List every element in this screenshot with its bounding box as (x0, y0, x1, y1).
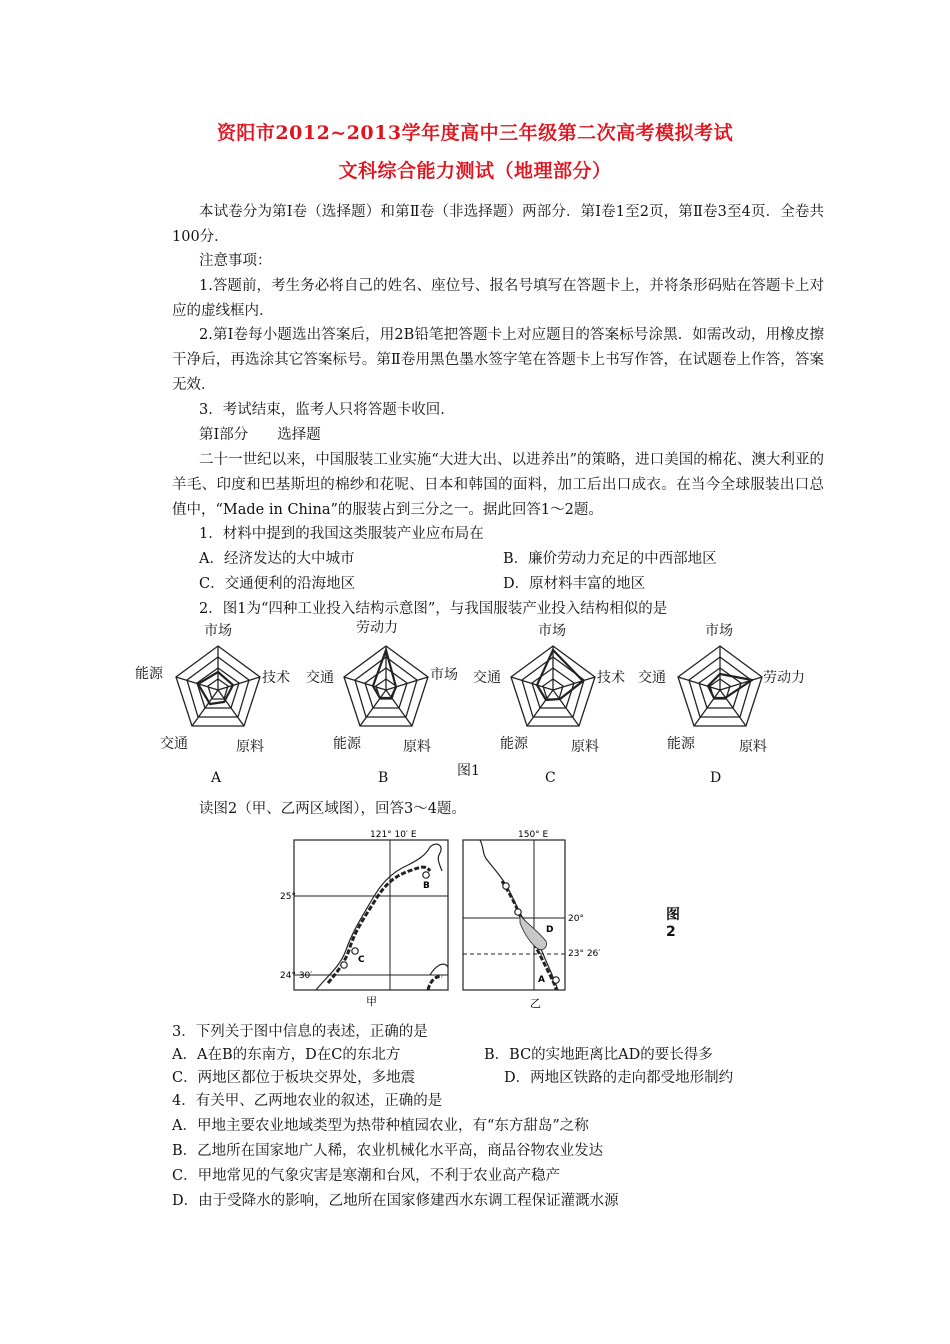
map-yi-point-a: A (538, 975, 545, 985)
q3-option-b: B．BC的实地距离比AD的要长得多 (484, 1047, 713, 1063)
chart-d-top-label: 市场 (705, 623, 733, 639)
chart-b-bright-label: 原料 (403, 739, 431, 755)
chart-c-letter: C (545, 770, 556, 786)
map-jia-point-b: B (423, 881, 430, 891)
chart-d-bright-label: 原料 (739, 739, 767, 755)
chart-d-bleft-label: 能源 (667, 736, 695, 752)
intro-paragraph: 本试卷分为第Ⅰ卷（选择题）和第Ⅱ卷（非选择题）两部分．第Ⅰ卷1至2页，第Ⅱ卷3至4页．全卷共100分． (172, 204, 824, 245)
notice-title: 注意事项： (199, 253, 272, 269)
exam-subtitle: 文科综合能力测试（地理部分） (338, 160, 612, 182)
q1-option-d: D．原材料丰富的地区 (503, 576, 646, 592)
map-yi-lat2: 23° 26′ (568, 949, 601, 959)
material-paragraph: 二十一世纪以来，中国服装工业实施“大进大出、以进养出”的策略，进口美国的棉花、澳大利亚的羊毛、印度和巴基斯坦的棉纱和花呢、日本和韩国的面料，加工后出口成衣。在当今全球服装出口总值中，“Made in China”的服装占到三分之一。据此回答1～2题。 (172, 452, 824, 518)
map-yi-name: 乙 (530, 997, 541, 1010)
map-yi (460, 825, 630, 1015)
chart-d-letter: D (710, 770, 722, 786)
notice-item-2: 2.第Ⅰ卷每小题选出答案后，用2B铅笔把答题卡上对应题目的答案标号涂黑．如需改动，用橡皮擦干净后，再选涂其它答案标号。第Ⅱ卷用黑色墨水签字笔在答题卡上书写作答，在试题卷上作答，答案无效． (172, 327, 824, 393)
q1-option-b: B．廉价劳动力充足的中西部地区 (503, 551, 717, 567)
radar-chart-d (670, 640, 770, 740)
chart-c-left-label: 交通 (473, 670, 501, 686)
chart-b-letter: B (378, 770, 389, 786)
map-jia-longitude: 121° 10′ E (370, 830, 417, 840)
chart-d-right-label: 劳动力 (763, 670, 805, 686)
q3-option-d: D．两地区铁路的走向都受地形制约 (504, 1070, 734, 1086)
notice-item-1: 1.答题前，考生务必将自己的姓名、座位号、报名号填写在答题卡上，并将条形码贴在答题卡上对应的虚线框内． (172, 278, 824, 319)
figure-2-label: 图2 (666, 907, 680, 940)
q4-option-d: D．由于受降水的影响，乙地所在国家修建西水东调工程保证灌溉水源 (172, 1193, 619, 1209)
q4-option-a: A．甲地主要农业地域类型为热带种植园农业，有“东方甜岛”之称 (172, 1118, 589, 1134)
map-jia (280, 825, 458, 1015)
notice-item-3: 3．考试结束，监考人只将答题卡收回． (199, 402, 455, 418)
q4-option-b: B．乙地所在国家地广人稀，农业机械化水平高，商品谷物农业发达 (172, 1143, 604, 1159)
q3-option-a: A．A在B的东南方，D在C的东北方 (172, 1047, 401, 1063)
map-yi-point-d: D (546, 925, 554, 935)
chart-b-right-label: 市场 (430, 667, 458, 683)
chart-a-left-label: 能源 (135, 666, 163, 682)
map-jia-name: 甲 (366, 995, 377, 1008)
map-yi-longitude: 150° E (518, 830, 549, 840)
chart-a-top-label: 市场 (204, 623, 232, 639)
question-2-stem: 2．图1为“四种工业投入结构示意图”，与我国服装产业投入结构相似的是 (199, 601, 668, 617)
radar-chart-a (168, 640, 268, 740)
chart-c-bleft-label: 能源 (500, 736, 528, 752)
chart-c-bright-label: 原料 (571, 739, 599, 755)
figure-2-intro: 读图2（甲、乙两区域图），回答3～4题。 (199, 801, 466, 817)
map-jia-lat1: 25° (280, 892, 296, 902)
question-1-stem: 1．材料中提到的我国这类服装产业应布局在 (199, 526, 484, 542)
chart-a-right-label: 技术 (262, 670, 290, 686)
figure-1-caption: 图1 (457, 763, 480, 779)
question-3-stem: 3．下列关于图中信息的表述，正确的是 (172, 1024, 428, 1040)
chart-a-letter: A (211, 770, 222, 786)
chart-a-bleft-label: 交通 (160, 736, 188, 752)
q1-option-c: C．交通便利的沿海地区 (199, 576, 356, 592)
chart-c-right-label: 技术 (597, 670, 625, 686)
map-jia-point-c: C (358, 955, 365, 965)
chart-c-top-label: 市场 (538, 623, 566, 639)
q3-option-c: C．两地区都位于板块交界处，多地震 (172, 1070, 416, 1086)
section-heading: 第Ⅰ部分 选择题 (199, 427, 321, 443)
chart-a-bright-label: 原料 (236, 739, 264, 755)
chart-b-bleft-label: 能源 (333, 736, 361, 752)
chart-d-left-label: 交通 (638, 670, 666, 686)
chart-b-top-label: 劳动力 (356, 620, 398, 636)
map-jia-lat2: 24° 30′ (280, 971, 313, 981)
map-yi-lat1: 20° (568, 914, 584, 924)
exam-title: 资阳市2012~2013学年度高中三年级第二次高考模拟考试 (216, 122, 734, 144)
radar-chart-c (503, 640, 603, 740)
q1-option-a: A．经济发达的大中城市 (199, 551, 355, 567)
chart-b-left-label: 交通 (306, 670, 334, 686)
q4-option-c: C．甲地常见的气象灾害是寒潮和台风，不利于农业高产稳产 (172, 1168, 561, 1184)
radar-chart-b (336, 640, 436, 740)
question-4-stem: 4．有关甲、乙两地农业的叙述，正确的是 (172, 1093, 443, 1109)
